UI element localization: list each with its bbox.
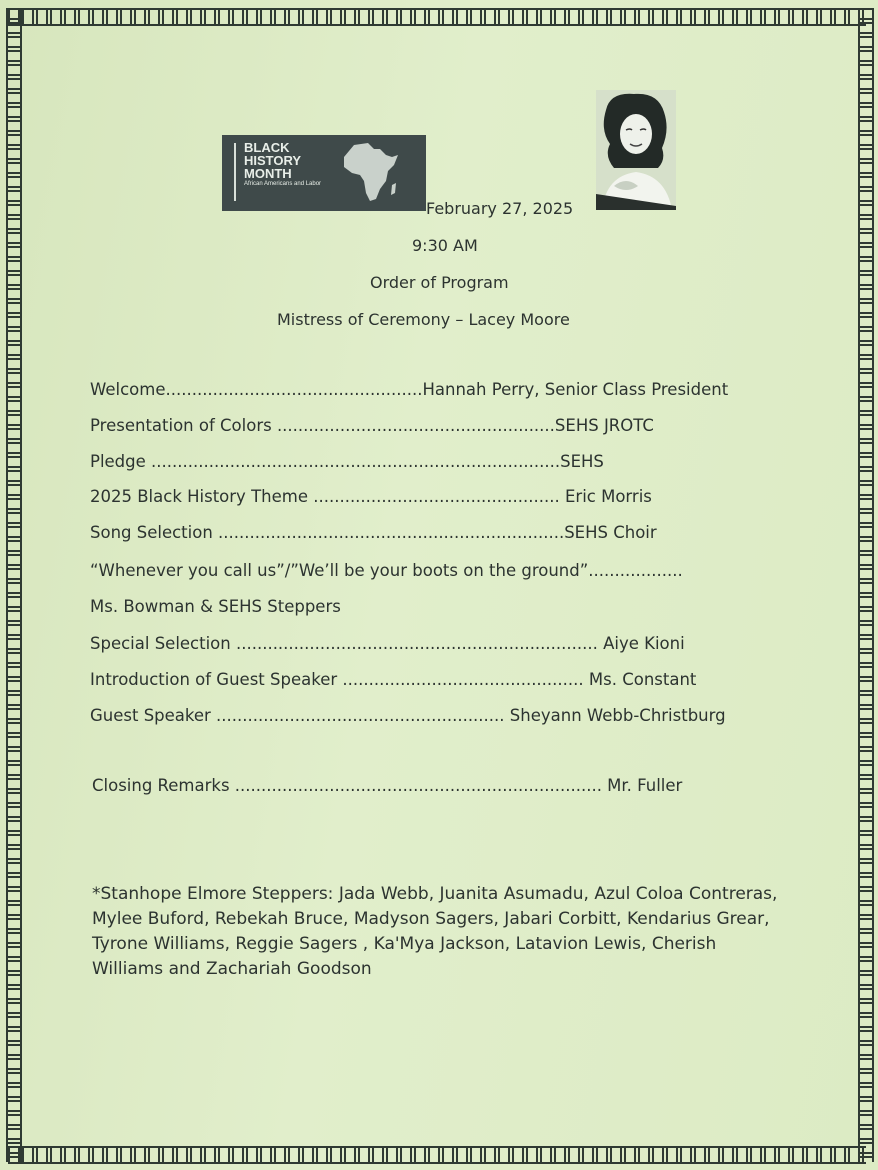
program-item-song-titles: “Whenever you call us”/”We’ll be your boots on the ground”..................	[90, 561, 683, 580]
page-border-left	[6, 8, 22, 1162]
event-time: 9:30 AM	[412, 236, 478, 255]
program-item-theme: 2025 Black History Theme ............................................... Eric Morris	[90, 487, 652, 506]
speaker-portrait	[596, 90, 676, 210]
program-item-guest-speaker: Guest Speaker ....................................................... Sheyann Webb-Christburg	[90, 706, 726, 725]
logo-line-2: HISTORY	[244, 153, 302, 168]
program-item-introduction: Introduction of Guest Speaker .............................................. Ms. Constant	[90, 670, 697, 689]
program-item-welcome: Welcome.................................................Hannah Perry, Senior Class President	[90, 380, 729, 399]
portrait-image	[596, 90, 676, 210]
program-title: Order of Program	[370, 273, 509, 292]
program-item-song: Song Selection ..................................................................SEHS Choir	[90, 523, 657, 542]
africa-map-icon	[340, 141, 402, 205]
program-item-pledge: Pledge ..............................................................................SEHS	[90, 452, 604, 471]
black-history-month-logo	[222, 135, 426, 211]
logo-line-3: MONTH	[244, 166, 292, 181]
program-item-steppers: Ms. Bowman & SEHS Steppers	[90, 597, 341, 616]
page-border-right	[858, 8, 874, 1162]
logo-subtitle: African Americans and Labor	[244, 181, 322, 187]
logo-line-1: BLACK	[244, 140, 290, 155]
program-item-closing: Closing Remarks ...................................................................... Mr. Fuller	[92, 776, 683, 795]
program-item-special-selection: Special Selection ..................................................................... Aiye Kioni	[90, 634, 685, 653]
steppers-note: *Stanhope Elmore Steppers: Jada Webb, Juanita Asumadu, Azul Coloa Contreras, Mylee Buford, Rebekah Bruce, Madyson Sagers, Jabari Corbitt, Kendarius Grear, Tyrone Williams, Reggie Sagers , Ka'Mya Jackson, Latavion Lewis, Cherish Williams and Zachariah Goodson	[92, 884, 778, 979]
mistress-of-ceremony: Mistress of Ceremony – Lacey Moore	[277, 310, 570, 329]
page-border-bottom	[8, 1146, 866, 1164]
program-item-colors: Presentation of Colors .....................................................SEHS JROTC	[90, 416, 654, 435]
page-border-top	[8, 8, 866, 26]
event-date: February 27, 2025	[426, 199, 574, 218]
